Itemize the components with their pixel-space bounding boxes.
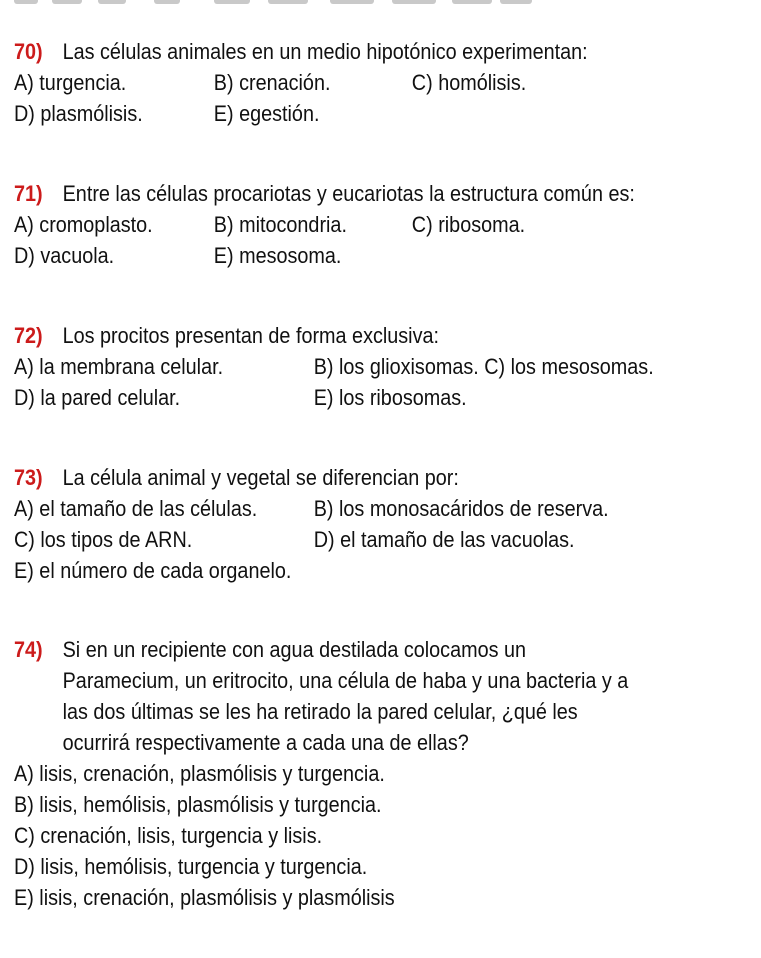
question-number: 70) (14, 39, 43, 64)
question-number: 72) (14, 323, 43, 348)
question-text: La célula animal y vegetal se diferencian por: (62, 465, 459, 490)
question-text-line: Paramecium, un eritrocito, una célula de haba y una bacteria y a (62, 668, 629, 693)
question-72 (14, 320, 754, 413)
option-b: B) crenación. (213, 70, 331, 95)
option-a: A) el tamaño de las células. (14, 496, 258, 521)
options-row (14, 240, 754, 271)
option-e: E) los ribosomas. (313, 385, 467, 410)
question-71 (14, 178, 754, 271)
option-e: E) lisis, crenación, plasmólisis y plasmólisis (14, 885, 395, 910)
question-text: Los procitos presentan de forma exclusiva: (62, 323, 439, 348)
option-e: E) mesosoma. (213, 243, 342, 268)
question-text (63, 634, 629, 758)
options-row (14, 67, 754, 98)
question-73 (14, 462, 754, 586)
question-number: 73) (14, 465, 43, 490)
option-b: B) mitocondria. (213, 212, 347, 237)
question-stem (14, 320, 754, 351)
question-text: Entre las células procariotas y eucariotas la estructura común es: (62, 181, 635, 206)
question-74 (14, 634, 754, 913)
option-d: D) la pared celular. (14, 385, 181, 410)
option-c: C) ribosoma. (411, 212, 526, 237)
option-b-c: B) los glioxisomas. C) los mesosomas. (313, 354, 654, 379)
top-edge-artifact (0, 0, 761, 6)
question-number: 74) (14, 637, 43, 662)
option-d: D) plasmólisis. (14, 101, 143, 126)
option-b: B) los monosacáridos de reserva. (313, 496, 609, 521)
option-e: E) el número de cada organelo. (14, 558, 292, 583)
option-c: C) los tipos de ARN. (14, 527, 193, 552)
option-c: C) homólisis. (411, 70, 527, 95)
option-d: D) lisis, hemólisis, turgencia y turgencia. (14, 854, 368, 879)
question-stem (14, 634, 754, 758)
question-text-line: Si en un recipiente con agua destilada colocamos un (62, 637, 527, 662)
options-row (14, 555, 754, 586)
options-row (14, 98, 754, 129)
question-70 (14, 36, 754, 129)
question-stem (14, 178, 754, 209)
question-text-line: las dos últimas se les ha retirado la pared celular, ¿qué les (62, 699, 578, 724)
options-row (14, 351, 754, 382)
options-row (14, 493, 754, 524)
question-text-line: ocurrirá respectivamente a cada una de ellas? (62, 730, 469, 755)
option-c: C) crenación, lisis, turgencia y lisis. (14, 823, 323, 848)
options-row (14, 382, 754, 413)
option-e: E) egestión. (213, 101, 320, 126)
option-a: A) cromoplasto. (14, 212, 153, 237)
option-a: A) turgencia. (14, 70, 127, 95)
option-d: D) el tamaño de las vacuolas. (313, 527, 575, 552)
option-a: A) la membrana celular. (14, 354, 224, 379)
option-b: B) lisis, hemólisis, plasmólisis y turgencia. (14, 792, 382, 817)
option-d: D) vacuola. (14, 243, 115, 268)
option-a: A) lisis, crenación, plasmólisis y turgencia. (14, 761, 385, 786)
options-row (14, 209, 754, 240)
question-text: Las células animales en un medio hipotónico experimentan: (62, 39, 588, 64)
question-stem (14, 462, 754, 493)
question-number: 71) (14, 181, 43, 206)
options-row (14, 524, 754, 555)
question-stem (14, 36, 754, 67)
